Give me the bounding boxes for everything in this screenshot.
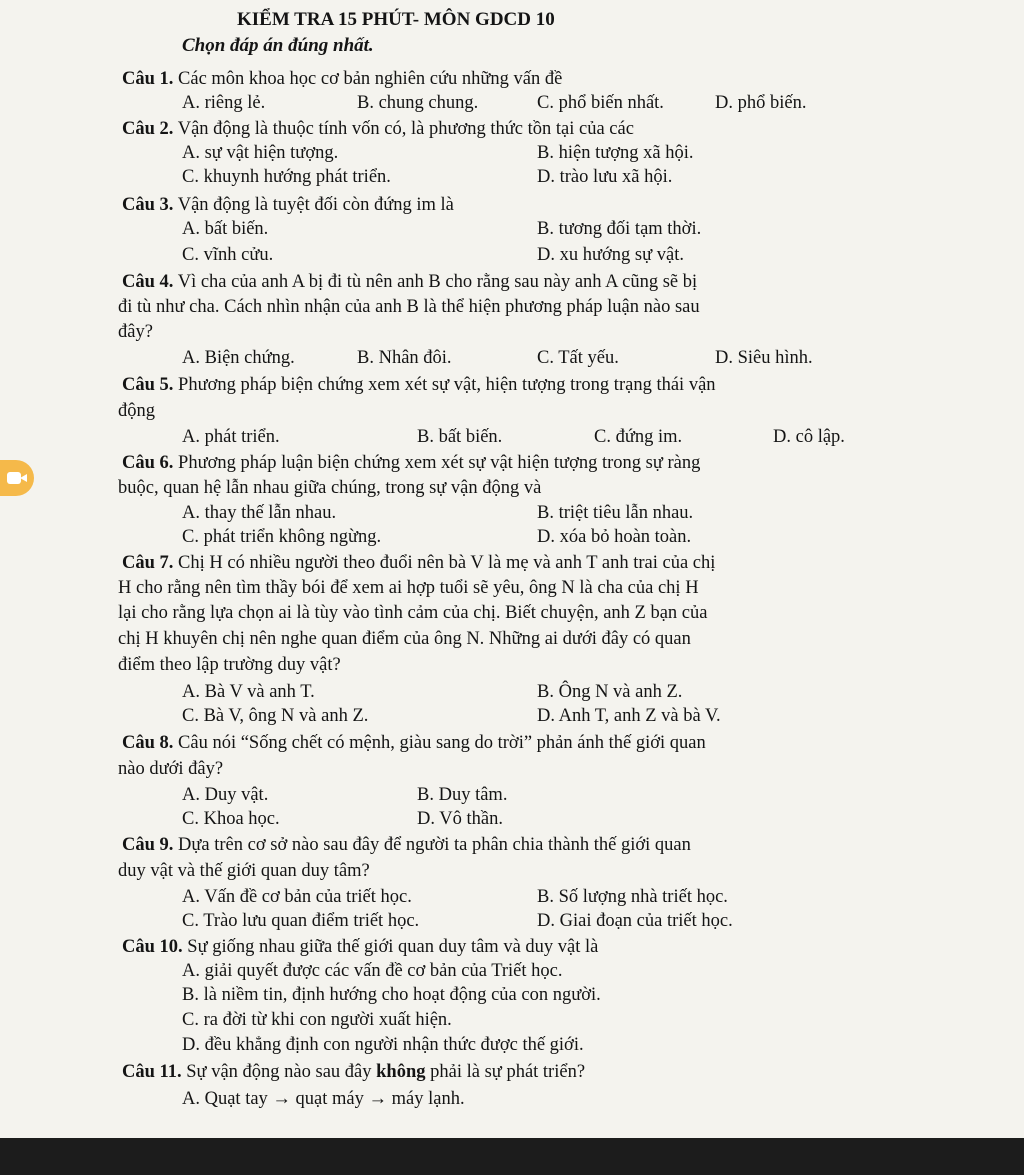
question-text: đây? (118, 322, 153, 342)
question-stem-continued (118, 295, 700, 319)
question-stem (122, 551, 715, 575)
question-text: Sự giống nhau giữa thế giới quan duy tâm và duy vật là (187, 937, 599, 957)
question-text: Sự vận động nào sau đây (186, 1062, 377, 1082)
answer-option[interactable]: B. là niềm tin, định hướng cho hoạt động của con người. (182, 985, 601, 1005)
question-stem (122, 451, 700, 475)
answer-option[interactable]: D. xu hướng sự vật. (537, 245, 684, 265)
question-label: Câu 2. (122, 119, 174, 139)
answer-option[interactable]: D. phổ biến. (715, 93, 807, 113)
question-text: Phương pháp biện chứng xem xét sự vật, hiện tượng trong trạng thái vận (178, 375, 716, 395)
question-stem (122, 833, 691, 857)
question-stem-continued (118, 757, 223, 781)
page-title: KIỂM TRA 15 PHÚT- MÔN GDCD 10 (237, 9, 555, 30)
question-stem-continued (118, 399, 155, 423)
answer-option[interactable]: D. Giai đoạn của triết học. (537, 911, 733, 931)
question-stem (122, 67, 562, 91)
question-label: Câu 10. (122, 937, 183, 957)
question-text: H cho rằng nên tìm thầy bói để xem ai hợp tuổi sẽ yêu, ông N là cha của chị H (118, 578, 699, 598)
question-stem-continued (118, 576, 699, 600)
question-label: Câu 9. (122, 835, 174, 855)
question-label: Câu 11. (122, 1062, 182, 1082)
question-text: duy vật và thế giới quan duy tâm? (118, 861, 370, 881)
answer-option[interactable]: B. bất biến. (417, 427, 503, 447)
question-label: Câu 6. (122, 453, 174, 473)
answer-option[interactable]: C. ra đời từ khi con người xuất hiện. (182, 1010, 452, 1030)
question-text-emphasis: không (376, 1062, 426, 1082)
question-label: Câu 8. (122, 733, 174, 753)
question-text: động (118, 401, 155, 421)
answer-option[interactable]: C. Trào lưu quan điểm triết học. (182, 911, 420, 931)
answer-option[interactable]: B. hiện tượng xã hội. (537, 143, 694, 163)
question-stem (122, 1060, 585, 1084)
answer-option[interactable]: D. đều khẳng định con người nhận thức được thế giới. (182, 1035, 584, 1055)
question-text: Câu nói “Sống chết có mệnh, giàu sang do trời” phản ánh thế giới quan (178, 733, 706, 753)
question-stem-continued (118, 320, 153, 344)
answer-option[interactable]: A. Biện chứng. (182, 348, 295, 368)
answer-option[interactable]: A. thay thế lẫn nhau. (182, 503, 337, 523)
question-stem-continued (118, 601, 707, 625)
camera-lens-icon (20, 474, 27, 482)
answer-option[interactable]: D. Vô thần. (417, 809, 503, 829)
question-text: Phương pháp luận biện chứng xem xét sự vật hiện tượng trong sự ràng (178, 453, 701, 473)
answer-option[interactable]: A. Bà V và anh T. (182, 682, 315, 702)
answer-option[interactable]: B. Nhân đôi. (357, 348, 452, 368)
question-text: chị H khuyên chị nên nghe quan điểm của ông N. Những ai dưới đây có quan (118, 629, 691, 649)
answer-option[interactable]: D. Siêu hình. (715, 348, 813, 368)
answer-option[interactable]: A. Quạt tay → quạt máy → máy lạnh. (182, 1089, 465, 1109)
question-text: lại cho rằng lựa chọn ai là tùy vào tình cảm của chị. Biết chuyện, anh Z bạn của (118, 603, 708, 623)
question-text: đi tù như cha. Cách nhìn nhận của anh B là thể hiện phương pháp luận nào sau (118, 297, 700, 317)
answer-option[interactable]: C. khuynh hướng phát triển. (182, 167, 391, 187)
question-stem-continued (118, 476, 541, 500)
question-stem-continued (118, 627, 691, 651)
question-label: Câu 1. (122, 69, 174, 89)
answer-option[interactable]: A. bất biến. (182, 219, 269, 239)
instruction: Chọn đáp án đúng nhất. (182, 35, 374, 56)
question-label: Câu 4. (122, 272, 174, 292)
answer-option[interactable]: A. phát triển. (182, 427, 280, 447)
answer-option[interactable]: D. cô lập. (773, 427, 845, 447)
question-stem-continued (118, 653, 341, 677)
question-stem-continued (118, 859, 370, 883)
answer-option[interactable]: B. Số lượng nhà triết học. (537, 887, 728, 907)
question-stem (122, 935, 598, 959)
question-label: Câu 3. (122, 195, 174, 215)
question-label: Câu 7. (122, 553, 174, 573)
answer-option[interactable]: B. Duy tâm. (417, 785, 508, 805)
answer-option[interactable]: A. riêng lẻ. (182, 93, 266, 113)
answer-option[interactable]: D. trào lưu xã hội. (537, 167, 673, 187)
answer-option[interactable]: B. triệt tiêu lẫn nhau. (537, 503, 694, 523)
answer-option[interactable]: C. Tất yếu. (537, 348, 619, 368)
camera-icon (7, 472, 21, 484)
answer-option[interactable]: B. chung chung. (357, 93, 479, 113)
question-text: Vận động là thuộc tính vốn có, là phương thức tồn tại của các (177, 119, 634, 139)
answer-option[interactable]: A. Vấn đề cơ bản của triết học. (182, 887, 412, 907)
question-stem (122, 731, 706, 755)
answer-option[interactable]: C. phổ biến nhất. (537, 93, 664, 113)
answer-option[interactable]: C. đứng im. (594, 427, 683, 447)
question-text: Vận động là tuyệt đối còn đứng im là (177, 195, 454, 215)
question-text: buộc, quan hệ lẫn nhau giữa chúng, trong sự vận động và (118, 478, 542, 498)
answer-option[interactable]: C. phát triển không ngừng. (182, 527, 382, 547)
question-text: nào dưới đây? (118, 759, 224, 779)
answer-option[interactable]: B. tương đối tạm thời. (537, 219, 702, 239)
question-text: điểm theo lập trường duy vật? (118, 655, 341, 675)
question-text: Các môn khoa học cơ bản nghiên cứu những vấn đề (178, 69, 563, 89)
question-stem (122, 193, 454, 217)
answer-option[interactable]: A. giải quyết được các vấn đề cơ bản của Triết học. (182, 961, 563, 981)
answer-option[interactable]: C. Bà V, ông N và anh Z. (182, 706, 369, 726)
question-label: Câu 5. (122, 375, 174, 395)
question-text: Vì cha của anh A bị đi tù nên anh B cho rằng sau này anh A cũng sẽ bị (177, 272, 698, 292)
answer-option[interactable]: D. Anh T, anh Z và bà V. (537, 706, 721, 726)
answer-option[interactable]: A. Duy vật. (182, 785, 269, 805)
question-stem (122, 117, 634, 141)
question-text: Chị H có nhiều người theo đuổi nên bà V là mẹ và anh T anh trai của chị (178, 553, 716, 573)
answer-option[interactable]: D. xóa bỏ hoàn toàn. (537, 527, 692, 547)
answer-option[interactable]: B. Ông N và anh Z. (537, 682, 683, 702)
answer-option[interactable]: C. vĩnh cửu. (182, 245, 274, 265)
question-stem (122, 373, 716, 397)
answer-option[interactable]: C. Khoa học. (182, 809, 280, 829)
question-text: Dựa trên cơ sở nào sau đây để người ta phân chia thành thế giới quan (178, 835, 691, 855)
question-text: phải là sự phát triển? (425, 1062, 586, 1082)
question-stem (122, 270, 697, 294)
answer-option[interactable]: A. sự vật hiện tượng. (182, 143, 339, 163)
